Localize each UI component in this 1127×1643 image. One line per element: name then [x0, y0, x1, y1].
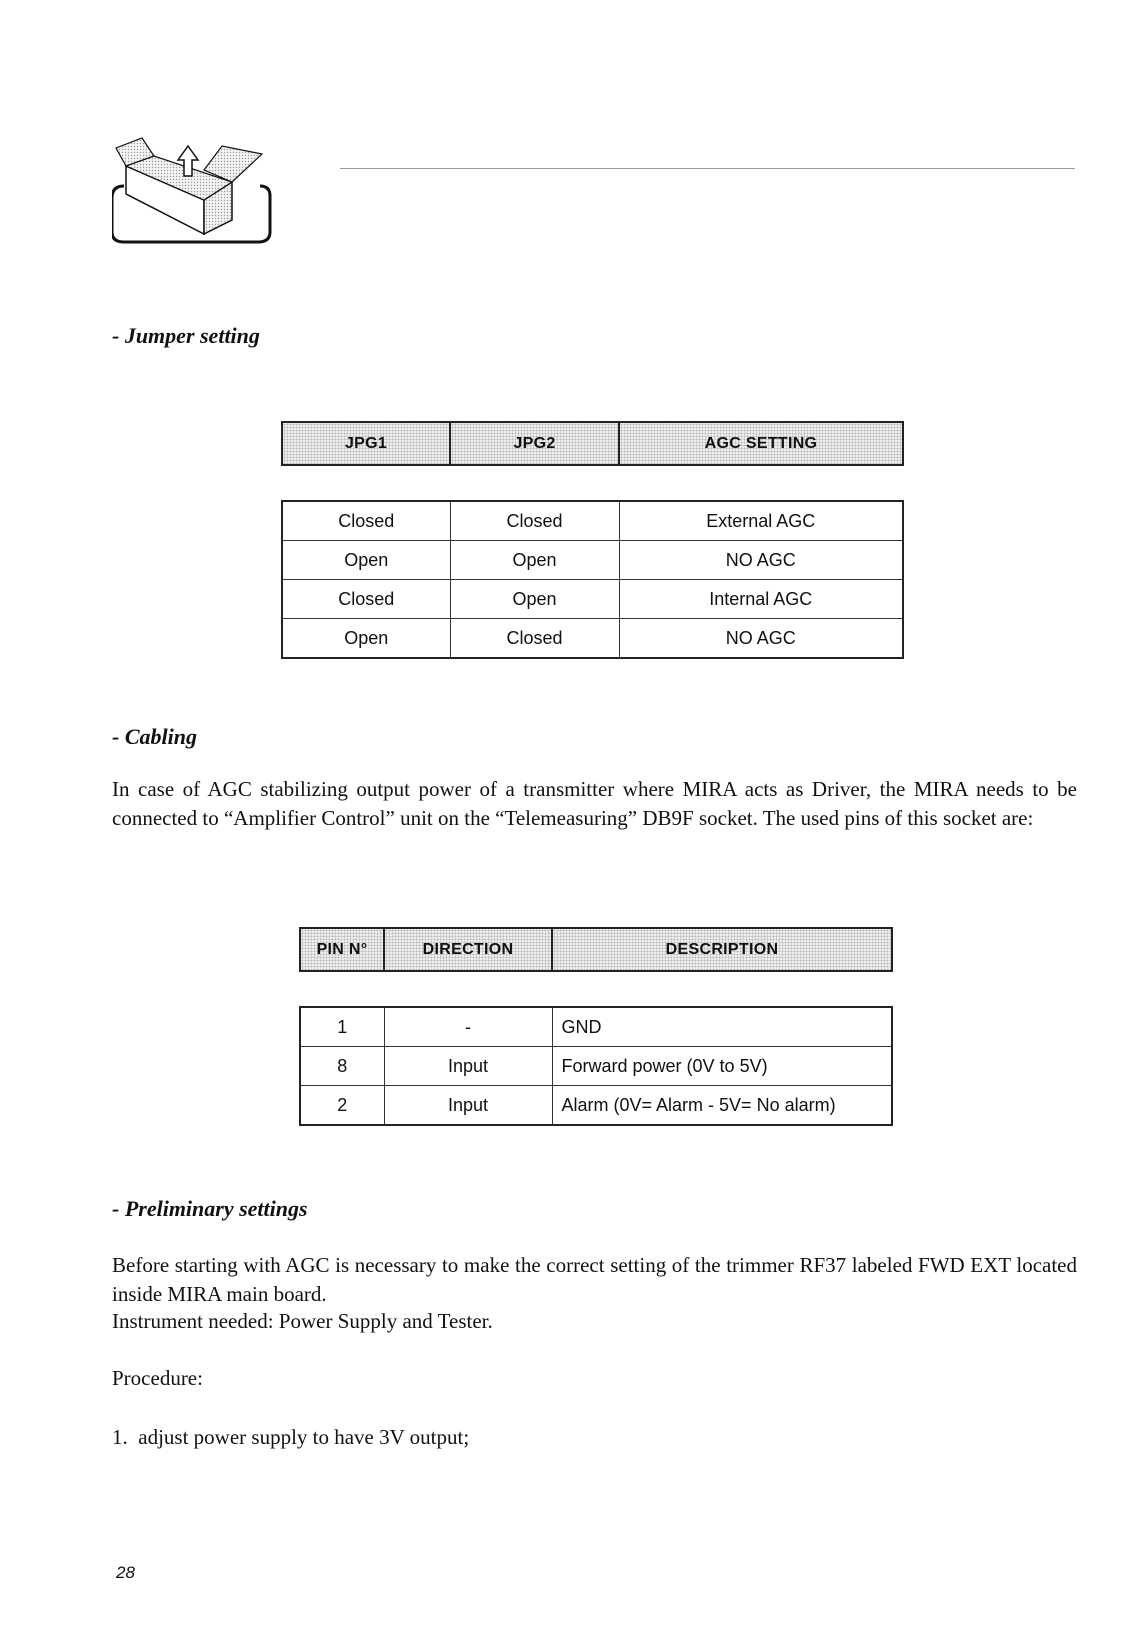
table-row — [300, 1047, 892, 1086]
table-cell: Open — [450, 541, 619, 580]
table-cell: 1 — [300, 1007, 384, 1047]
table-row — [300, 1086, 892, 1126]
jumper-table-header — [281, 421, 904, 466]
jumper-setting-heading: - Jumper setting — [112, 323, 260, 348]
column-header-jpg2: JPG2 — [450, 422, 619, 465]
column-header-agc-setting: AGC SETTING — [619, 422, 903, 465]
table-row — [282, 501, 903, 541]
table-row — [300, 1007, 892, 1047]
cabling-heading: - Cabling — [112, 724, 197, 749]
table-cell: 8 — [300, 1047, 384, 1086]
table-cell: Alarm (0V= Alarm - 5V= No alarm) — [552, 1086, 892, 1126]
table-cell: GND — [552, 1007, 892, 1047]
header-rule — [340, 168, 1075, 169]
column-header-jpg1: JPG1 — [282, 422, 450, 465]
table-cell: Closed — [282, 580, 450, 619]
preliminary-settings-heading: - Preliminary settings — [112, 1196, 308, 1221]
procedure-step-1: 1. adjust power supply to have 3V output; — [112, 1425, 470, 1449]
table-cell: External AGC — [619, 501, 903, 541]
table-cell: - — [384, 1007, 552, 1047]
table-cell: Input — [384, 1047, 552, 1086]
table-cell: Open — [450, 580, 619, 619]
preliminary-paragraph: Before starting with AGC is necessary to make the correct setting of the trimmer RF37 labeled FWD EXT located inside MIRA main board. — [112, 1253, 1077, 1306]
table-cell: Open — [282, 619, 450, 659]
cabling-paragraph: In case of AGC stabilizing output power of a transmitter where MIRA acts as Driver, the MIRA needs to be connected to “Amplifier Control” unit on the “Telemeasuring” DB9F socket. The used pins of this socket are: — [112, 777, 1077, 830]
table-row — [282, 541, 903, 580]
jumper-table — [281, 500, 904, 659]
open-box-icon — [112, 136, 284, 256]
table-row — [282, 580, 903, 619]
table-cell: Internal AGC — [619, 580, 903, 619]
page-number: 28 — [116, 1563, 135, 1582]
pin-table — [299, 1006, 893, 1126]
instrument-needed-text: Instrument needed: Power Supply and Tester. — [112, 1309, 493, 1333]
column-header-direction: DIRECTION — [384, 928, 552, 971]
table-cell: NO AGC — [619, 541, 903, 580]
procedure-label: Procedure: — [112, 1366, 203, 1390]
table-cell: NO AGC — [619, 619, 903, 659]
table-cell: Input — [384, 1086, 552, 1126]
column-header-description: DESCRIPTION — [552, 928, 892, 971]
column-header-pin: PIN N° — [300, 928, 384, 971]
table-cell: Closed — [282, 501, 450, 541]
pin-table-header — [299, 927, 893, 972]
table-cell: Open — [282, 541, 450, 580]
table-cell: 2 — [300, 1086, 384, 1126]
table-row — [282, 619, 903, 659]
table-cell: Forward power (0V to 5V) — [552, 1047, 892, 1086]
table-cell: Closed — [450, 501, 619, 541]
table-cell: Closed — [450, 619, 619, 659]
